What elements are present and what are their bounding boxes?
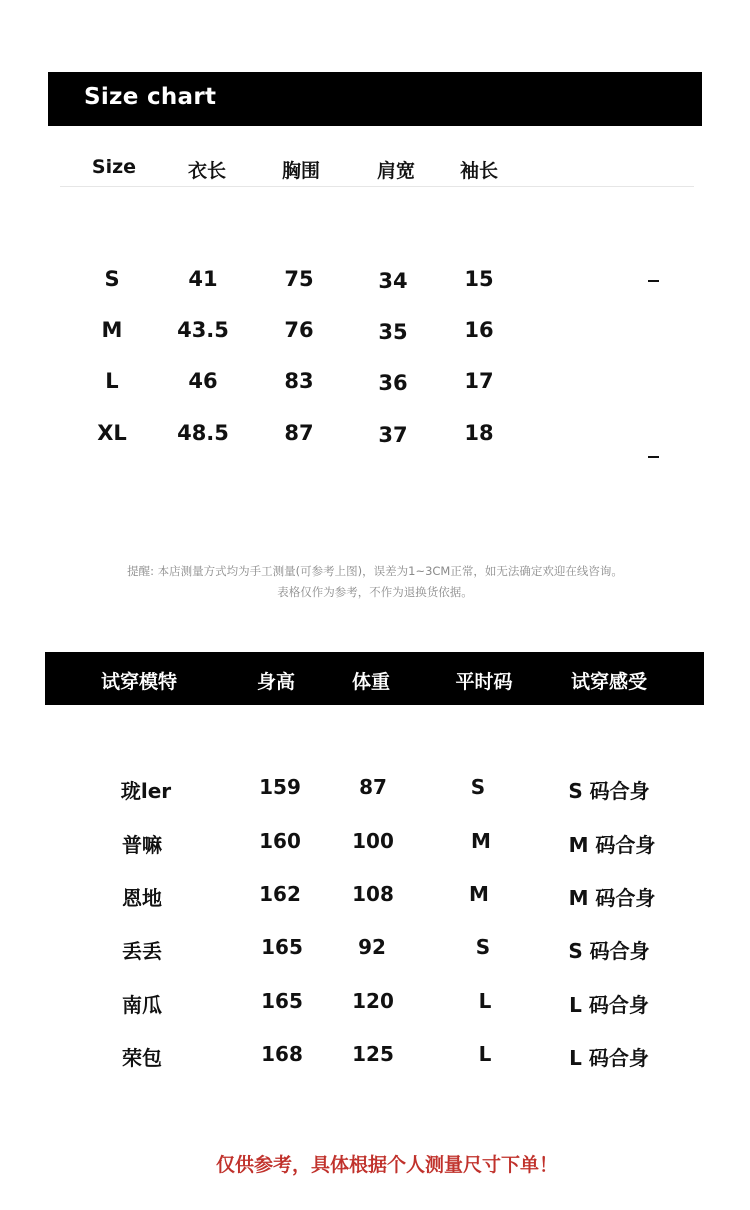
- height-cell: 162: [259, 882, 301, 906]
- fit-feeling-cell: S 码合身: [568, 779, 650, 803]
- size-cell: M: [101, 318, 123, 342]
- fit-feeling-cell: S 码合身: [568, 939, 650, 963]
- size-chart-header-bar: [48, 72, 702, 126]
- height-cell: 168: [261, 1042, 303, 1066]
- sleeve-cell: 16: [464, 318, 494, 342]
- model-column-header: 试穿模特: [100, 671, 178, 693]
- height-cell: 159: [259, 775, 301, 799]
- size-chart-title: Size chart: [84, 84, 217, 110]
- fit-feeling-cell: M 码合身: [568, 886, 656, 910]
- weight-cell: 87: [359, 775, 387, 799]
- usual-size-cell: S: [475, 935, 491, 959]
- chest-cell: 83: [284, 369, 314, 393]
- size-cell: L: [105, 369, 119, 393]
- fit-feeling-column-header: 试穿感受: [570, 671, 648, 693]
- length-cell: 48.5: [177, 421, 229, 445]
- shoulder-cell: 34: [378, 269, 408, 293]
- height-cell: 165: [261, 989, 303, 1013]
- reference-note: 表格仅作为参考，不作为退换货依据。: [277, 585, 473, 599]
- model-name-cell: 荣包: [122, 1046, 162, 1070]
- shoulder-column-header: 肩宽: [376, 160, 416, 182]
- fit-feeling-cell: M 码合身: [568, 833, 656, 857]
- shoulder-cell: 35: [378, 320, 408, 344]
- sleeve-cell: 15: [464, 267, 494, 291]
- size-cell: S: [104, 267, 120, 291]
- usual-size-cell: S: [470, 775, 486, 799]
- length-cell: 43.5: [177, 318, 229, 342]
- weight-cell: 108: [352, 882, 394, 906]
- dash-mark: [648, 280, 659, 282]
- height-column-header: 身高: [256, 671, 296, 693]
- weight-cell: 100: [352, 829, 394, 853]
- sleeve-cell: 17: [464, 369, 494, 393]
- model-name-cell: 普嘛: [122, 833, 162, 857]
- shoulder-cell: 37: [378, 423, 408, 447]
- usual-size-column-header: 平时码: [455, 671, 513, 693]
- reference-disclaimer: 仅供参考，具体根据个人测量尺寸下单！: [215, 1154, 558, 1176]
- chest-column-header: 胸围: [281, 160, 321, 182]
- shoulder-cell: 36: [378, 371, 408, 395]
- weight-cell: 125: [352, 1042, 394, 1066]
- weight-cell: 120: [352, 989, 394, 1013]
- sleeve-column-header: 袖长: [459, 160, 499, 182]
- chest-cell: 87: [284, 421, 314, 445]
- fit-feeling-cell: L 码合身: [569, 1046, 649, 1070]
- model-table-header-bar: [45, 652, 704, 705]
- sleeve-cell: 18: [464, 421, 494, 445]
- usual-size-cell: M: [471, 829, 491, 853]
- fit-feeling-cell: L 码合身: [569, 993, 649, 1017]
- chest-cell: 75: [284, 267, 314, 291]
- usual-size-cell: L: [478, 989, 492, 1013]
- measurement-note: 提醒: 本店测量方式均为手工测量(可参考上图)，误差为1~3CM正常，如无法确定欢迎在线咨询。: [127, 564, 623, 578]
- chest-cell: 76: [284, 318, 314, 342]
- usual-size-cell: L: [478, 1042, 492, 1066]
- header-divider: [60, 186, 694, 187]
- model-name-cell: 恩地: [122, 886, 162, 910]
- dash-mark: [648, 456, 659, 458]
- size-cell: XL: [97, 421, 127, 445]
- model-name-cell: 丢丢: [122, 939, 162, 963]
- weight-column-header: 体重: [351, 671, 391, 693]
- size-column-header: Size: [91, 156, 137, 178]
- length-cell: 41: [188, 267, 218, 291]
- model-name-cell: 珑ler: [120, 779, 172, 803]
- usual-size-cell: M: [469, 882, 489, 906]
- weight-cell: 92: [358, 935, 386, 959]
- height-cell: 160: [259, 829, 301, 853]
- height-cell: 165: [261, 935, 303, 959]
- length-cell: 46: [188, 369, 218, 393]
- length-column-header: 衣长: [187, 160, 227, 182]
- model-name-cell: 南瓜: [122, 993, 162, 1017]
